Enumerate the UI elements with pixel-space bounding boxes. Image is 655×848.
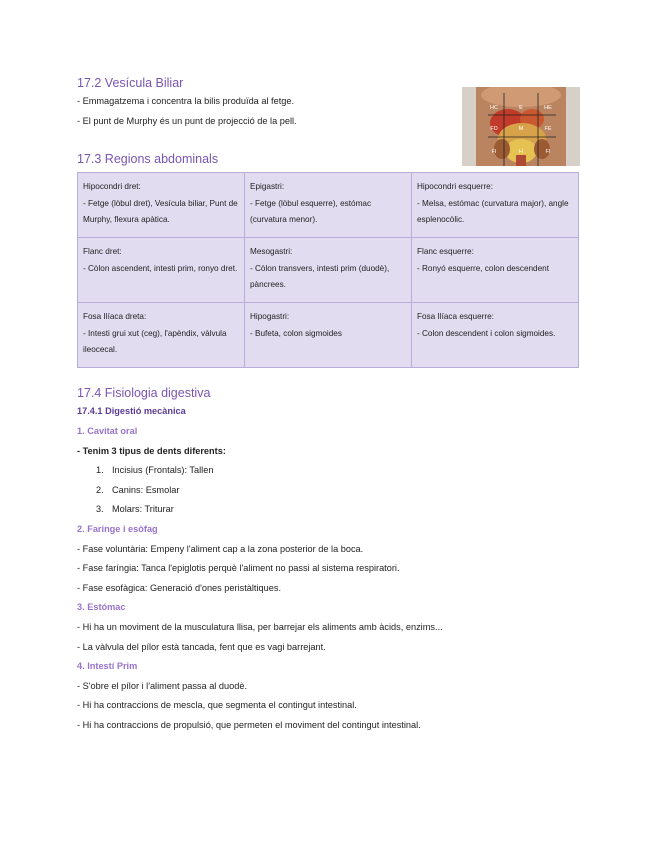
text-line: - Fase voluntària: Empeny l'aliment cap a la zona posterior de la boca. [77,544,364,554]
image-label: HE [544,105,552,111]
cell-body: - Colon descendent i colon sigmoides. [417,328,556,338]
list-text: Molars: Triturar [112,504,174,514]
list-text: Incisius (Frontals): Tallen [112,465,214,475]
table-cell [78,238,245,303]
cell-body: - Fetge (lòbul esquerre), estómac (curvatura menor). [250,198,372,224]
image-label: HC [490,105,498,111]
table-cell [412,173,579,238]
cell-title: Flanc esquerre: [417,247,474,256]
text-line: - El punt de Murphy és un punt de projecció de la pell. [77,116,297,126]
text-line: - Tenim 3 tipus de dents diferents: [77,446,226,456]
cell-title: Fosa Ilíaca dreta: [83,312,147,321]
section-title-regions: 17.3 Regions abdominals [77,152,219,166]
table-row [78,238,579,303]
list-number: 1. [96,465,104,475]
text-line: - La vàlvula del pílor està tancada, fent que es vagi barrejant. [77,642,326,652]
text-line: - Hi ha contraccions de propulsió, que permeten el moviment del contingut intestinal. [77,720,421,730]
section-title-vesicula: 17.2 Vesícula Biliar [77,76,184,90]
table-cell [412,303,579,368]
text-line: - Fase esofàgica: Generació d'ones peristàltiques. [77,583,281,593]
text-line: - Hi ha un moviment de la musculatura llisa, per barrejar els aliments amb àcids, enzims... [77,622,443,632]
abdominal-regions-image [462,87,580,166]
list-text: Canins: Esmolar [112,485,180,495]
list-item [96,504,174,514]
cell-title: Flanc dret: [83,247,122,256]
cell-body: - Ronyó esquerre, colon descendent [417,263,549,273]
cell-body: - Còlon transvers, intesti prim (duodè), pàncrees. [250,263,390,289]
heading-intesti-prim: 4. Intestí Prim [77,661,138,671]
image-label: FI [491,149,497,155]
image-label: M [518,126,524,132]
table-row [78,303,579,368]
table-cell [245,173,412,238]
list-number: 3. [96,504,104,514]
cell-body: - Còlon ascendent, intesti prim, ronyo dret. [83,263,238,273]
cell-title: Hipocondri esquerre: [417,182,494,191]
table-cell [78,173,245,238]
heading-estomac: 3. Estómac [77,602,126,612]
cell-title: Hipogastri: [250,312,290,321]
subsection-title: 17.4.1 Digestió mecànica [77,406,186,416]
text-line: - Hi ha contraccions de mescla, que segmenta el contingut intestinal. [77,700,357,710]
image-label: H [519,149,523,155]
heading-faringe: 2. Faringe i esòfag [77,524,158,534]
text-line: - Fase faríngia: Tanca l'epiglotis perquè l'aliment no passi al sistema respiratori. [77,563,400,573]
list-number: 2. [96,485,104,495]
image-label: FE [544,126,552,132]
cell-body: - Melsa, estómac (curvatura major), angle esplenocòlic. [417,198,569,224]
table-cell [412,238,579,303]
table-cell [78,303,245,368]
regions-table [77,172,579,368]
table-row [78,173,579,238]
text-line: - S'obre el pílor i l'aliment passa al duodè. [77,681,247,691]
list-item [96,465,213,475]
cell-body: - Bufeta, colon sigmoides [250,328,342,338]
heading-cavitat-oral: 1. Cavitat oral [77,426,138,436]
cell-title: Mesogastri: [250,247,293,256]
text-line: - Emmagatzema i concentra la bilis produïda al fetge. [77,96,295,106]
cell-title: Epigastri: [250,182,285,191]
cell-title: Hipocondri dret: [83,182,141,191]
table-cell [245,303,412,368]
list-item [96,485,179,495]
cell-title: Fosa Ilíaca esquerre: [417,312,494,321]
image-label: FI [545,149,551,155]
table-cell [245,238,412,303]
cell-body: - Fetge (lòbul dret), Vesícula biliar, Punt de Murphy, flexura apàtica. [83,198,238,224]
cell-body: - Intesti grui xut (ceg), l'apèndix, vàlvula ileocecal. [83,328,227,354]
image-label: E [519,105,523,111]
image-label: FD [490,126,498,132]
section-title-fisiologia: 17.4 Fisiologia digestiva [77,386,211,400]
